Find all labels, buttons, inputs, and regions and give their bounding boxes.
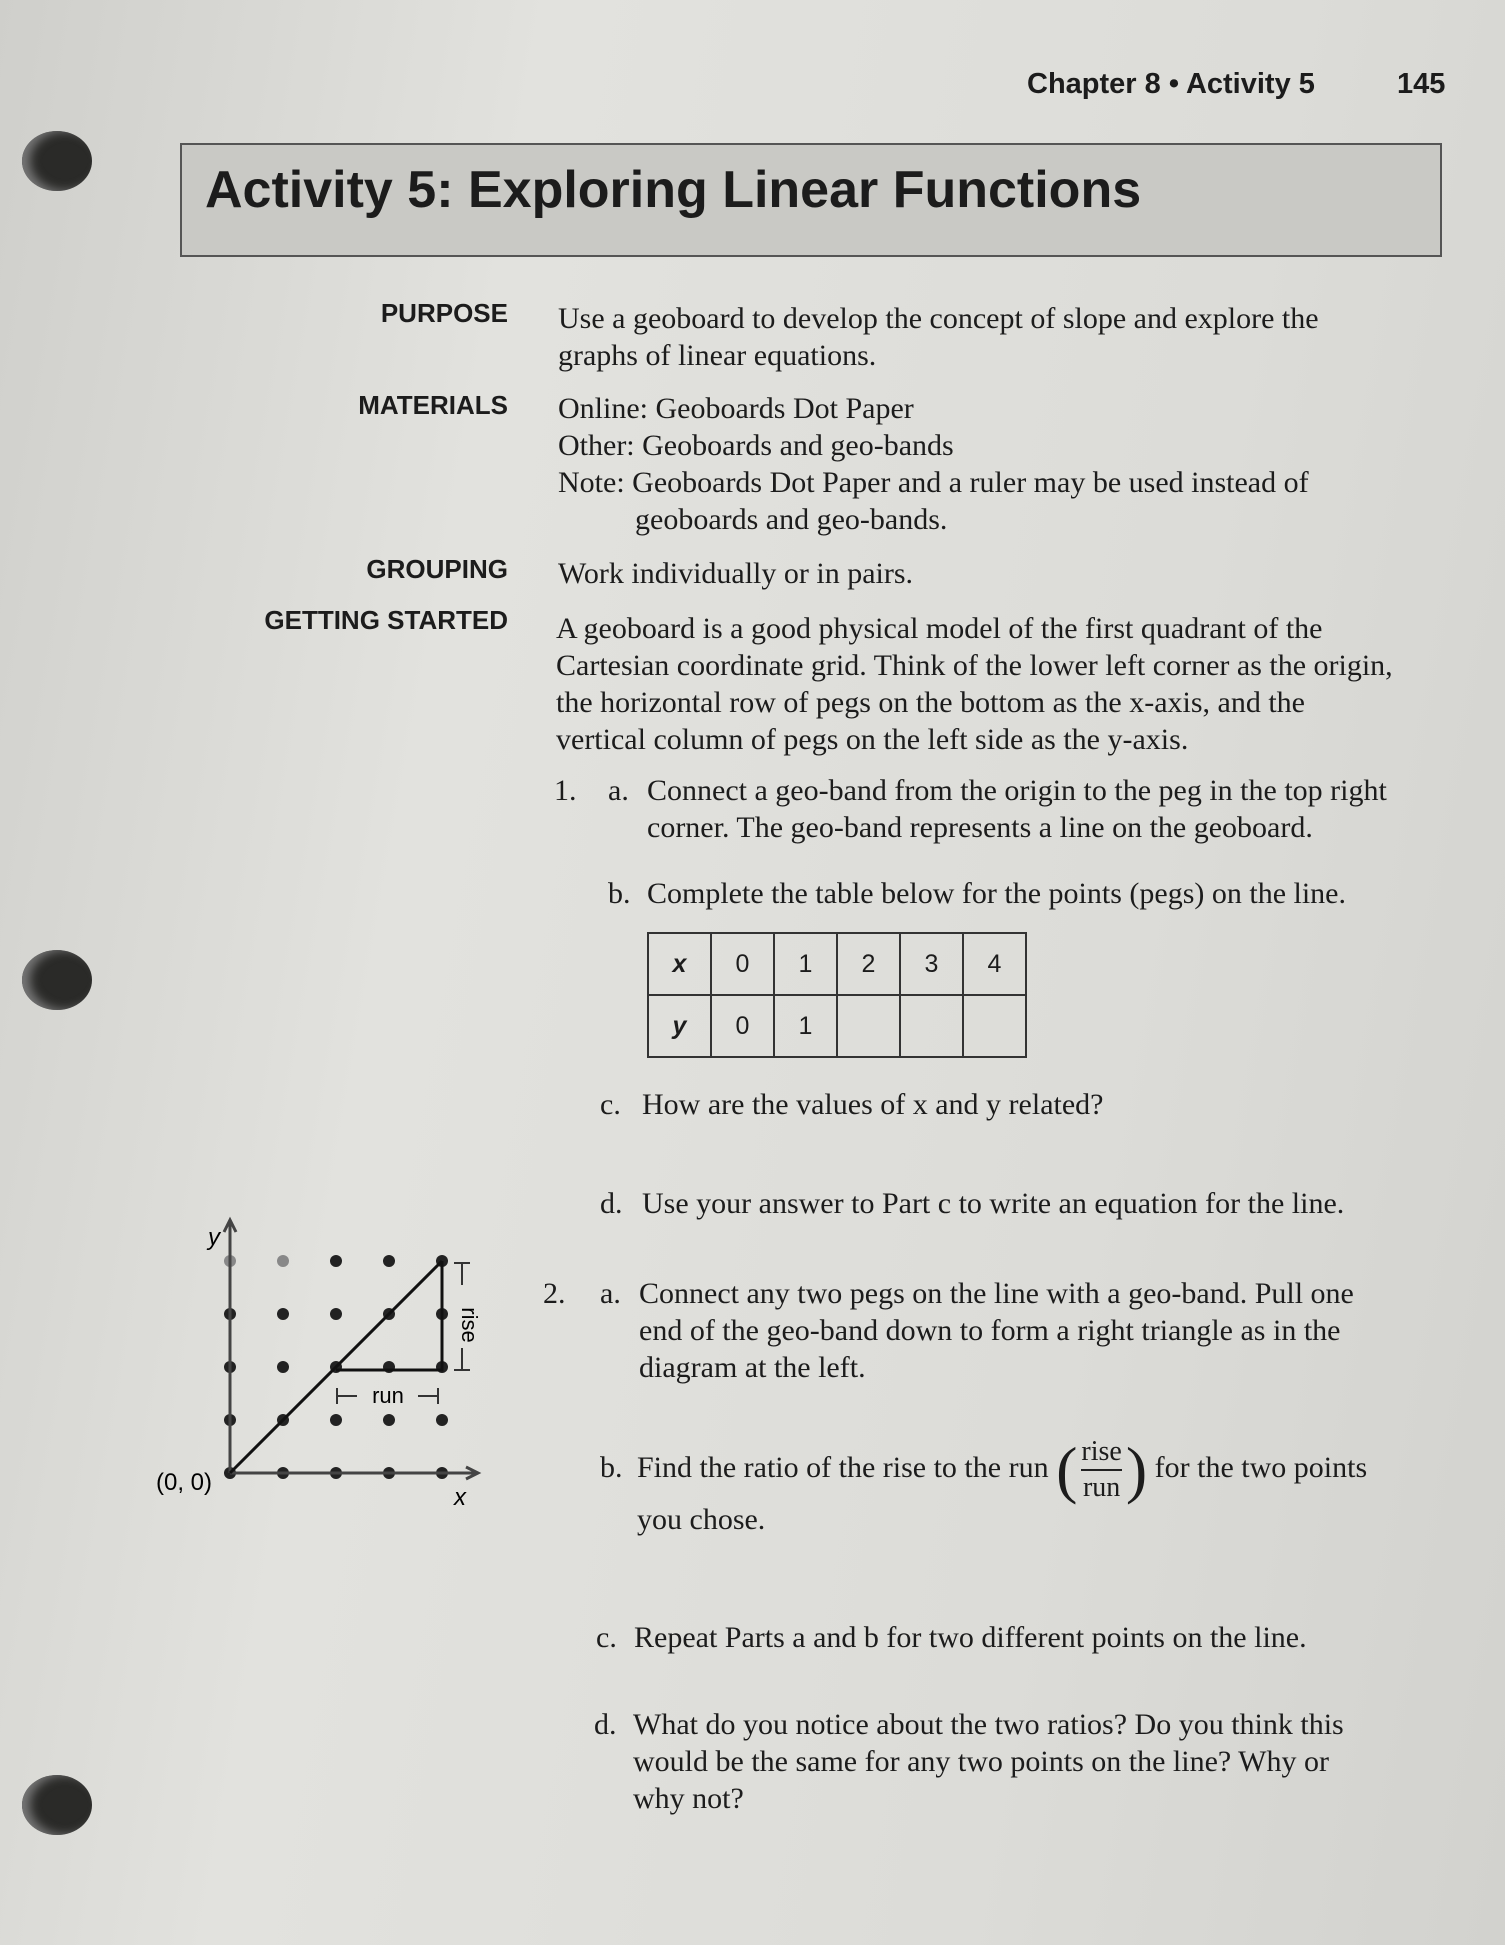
page-title: Activity 5: Exploring Linear Functions <box>205 161 1142 219</box>
table-cell: 3 <box>900 933 963 995</box>
rise-label: rise <box>457 1307 482 1343</box>
purpose-text <box>558 300 1319 374</box>
text-line: would be the same for any two points on the line? Why or <box>633 1745 1329 1778</box>
table-cell: 1 <box>774 933 837 995</box>
binder-hole <box>22 1775 92 1835</box>
geoboard-peg <box>330 1255 342 1267</box>
text-line: corner. The geo-band represents a line on the geoboard. <box>647 811 1313 844</box>
page-number: 145 <box>1397 68 1446 100</box>
q2a-letter: a. <box>600 1277 621 1310</box>
q2a-text <box>639 1275 1354 1386</box>
fraction-denominator: run <box>1082 1472 1121 1504</box>
text-line: Online: Geoboards Dot Paper <box>558 392 914 425</box>
materials-label: MATERIALS <box>358 390 508 420</box>
xy-table <box>647 932 1027 1058</box>
table-header-x: x <box>648 933 711 995</box>
geoboard-diagram <box>140 1200 520 1520</box>
text-line: graphs of linear equations. <box>558 339 877 372</box>
x-axis-label: x <box>454 1484 466 1511</box>
rise-over-run-fraction <box>1081 1435 1121 1505</box>
q1b-text: Complete the table below for the points (pegs) on the line. <box>647 877 1346 910</box>
materials-text <box>558 390 1309 538</box>
q2c-text: Repeat Parts a and b for two different points on the line. <box>634 1621 1307 1654</box>
table-cell: 0 <box>711 995 774 1057</box>
text-line: Connect any two pegs on the line with a geo-band. Pull one <box>639 1277 1354 1310</box>
table-cell: 1 <box>774 995 837 1057</box>
geoboard-peg <box>277 1361 289 1373</box>
table-cell: 2 <box>837 933 900 995</box>
geoboard-peg <box>330 1308 342 1320</box>
text-segment: Find the ratio of the rise to the run <box>637 1451 1049 1484</box>
q1-number: 1. <box>554 774 577 807</box>
table-cell-blank[interactable] <box>963 995 1026 1057</box>
geoboard-peg <box>330 1414 342 1426</box>
q2-number: 2. <box>543 1277 566 1310</box>
geo-band-line <box>230 1261 442 1473</box>
binder-hole <box>22 950 92 1010</box>
text-line: diagram at the left. <box>639 1351 866 1384</box>
text-line: Use a geoboard to develop the concept of slope and explore the <box>558 302 1319 335</box>
purpose-label: PURPOSE <box>380 298 508 328</box>
q2d-text <box>633 1706 1344 1817</box>
getting-started-text <box>556 610 1393 758</box>
text-line: Other: Geoboards and geo-bands <box>558 429 954 462</box>
q1a-letter: a. <box>608 774 629 807</box>
q1c-text: How are the values of x and y related? <box>642 1088 1104 1121</box>
table-header-y: y <box>648 995 711 1057</box>
run-label: run <box>372 1383 404 1408</box>
geoboard-peg <box>383 1255 395 1267</box>
getting-started-label: GETTING STARTED <box>264 605 508 635</box>
text-line: geoboards and geo-bands. <box>635 503 948 536</box>
grouping-text: Work individually or in pairs. <box>558 557 914 590</box>
table-cell: 4 <box>963 933 1026 995</box>
q1c-letter: c. <box>600 1088 621 1121</box>
origin-label: (0, 0) <box>156 1469 213 1496</box>
text-line: A geoboard is a good physical model of the first quadrant of the <box>556 612 1323 645</box>
fraction-numerator: rise <box>1081 1435 1121 1471</box>
geoboard-peg <box>277 1308 289 1320</box>
q2d-letter: d. <box>594 1708 617 1741</box>
right-paren: ) <box>1125 1434 1148 1506</box>
binder-hole <box>22 131 92 191</box>
text-line: vertical column of pegs on the left side as the y-axis. <box>556 723 1189 756</box>
q2c-letter: c. <box>596 1621 617 1654</box>
y-axis-label: y <box>208 1224 220 1251</box>
text-line: the horizontal row of pegs on the bottom as the x-axis, and the <box>556 686 1305 719</box>
text-line: end of the geo-band down to form a right triangle as in the <box>639 1314 1341 1347</box>
q1b-letter: b. <box>608 877 631 910</box>
text-line: Connect a geo-band from the origin to the peg in the top right <box>647 774 1387 807</box>
q1d-letter: d. <box>600 1187 623 1220</box>
left-paren: ( <box>1056 1434 1078 1506</box>
q2b-text-line2: you chose. <box>637 1503 766 1536</box>
text-line: Cartesian coordinate grid. Think of the lower left corner as the origin, <box>556 649 1393 682</box>
q1d-text: Use your answer to Part c to write an equation for the line. <box>642 1187 1345 1220</box>
text-segment: for the two points <box>1154 1451 1368 1484</box>
geoboard-peg <box>383 1414 395 1426</box>
q2b-letter: b. <box>600 1451 623 1484</box>
table-cell-blank[interactable] <box>837 995 900 1057</box>
geoboard-peg <box>436 1414 448 1426</box>
table-cell: 0 <box>711 933 774 995</box>
grouping-label: GROUPING <box>366 554 508 584</box>
geoboard-peg <box>277 1255 289 1267</box>
table-row <box>648 995 1026 1057</box>
text-line: why not? <box>633 1782 744 1815</box>
running-head: Chapter 8 • Activity 5 <box>1027 68 1315 100</box>
q1a-text <box>647 772 1387 846</box>
table-row <box>648 933 1026 995</box>
text-line: Note: Geoboards Dot Paper and a ruler may be used instead of <box>558 466 1309 499</box>
table-cell-blank[interactable] <box>900 995 963 1057</box>
text-line: What do you notice about the two ratios? Do you think this <box>633 1708 1344 1741</box>
